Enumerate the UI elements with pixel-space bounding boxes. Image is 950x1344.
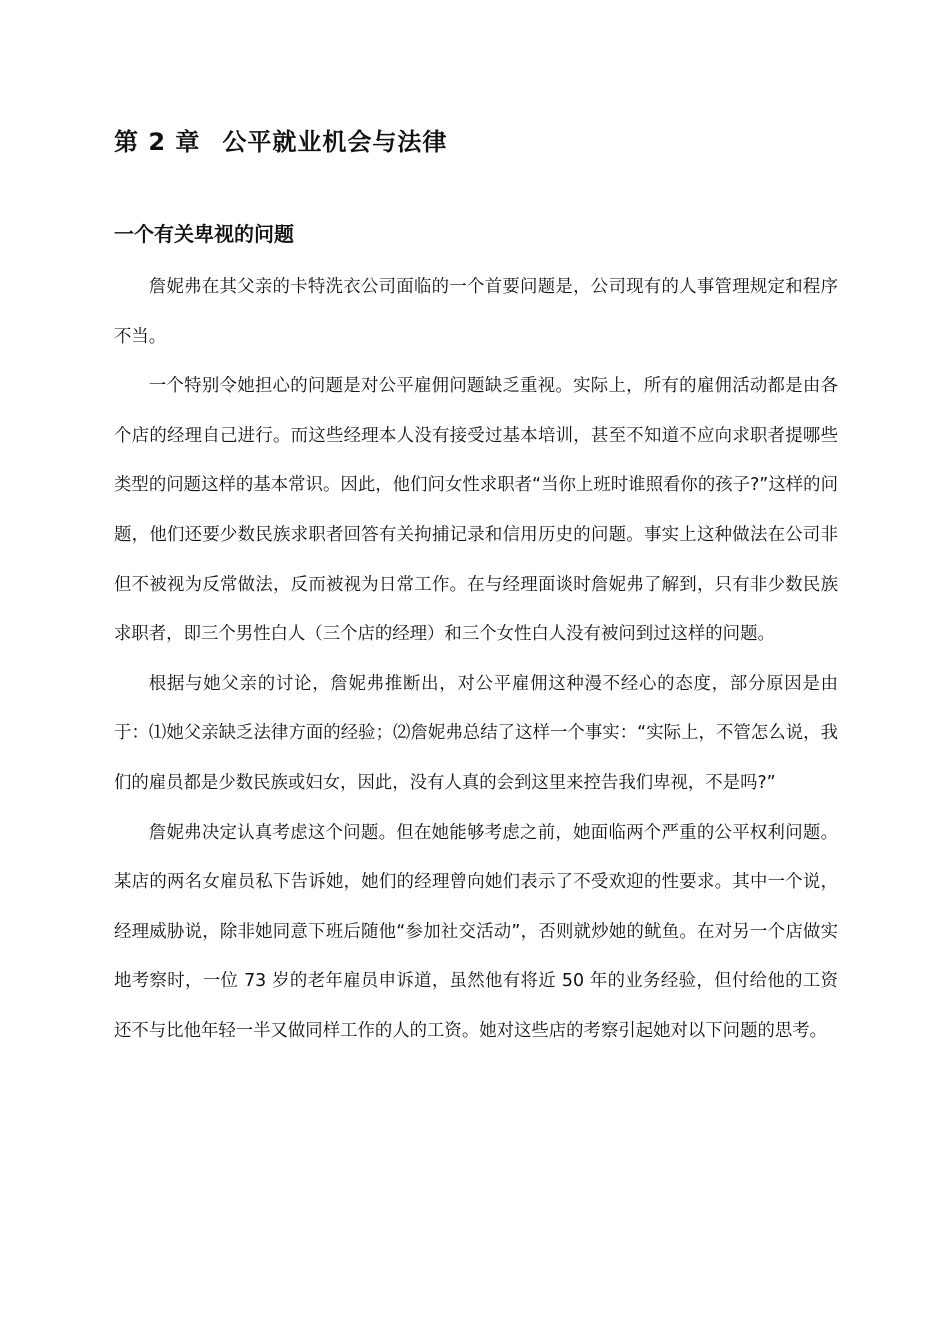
paragraph: 詹妮弗决定认真考虑这个问题。但在她能够考虑之前，她面临两个严重的公平权利问题。某店的两名女雇员私下告诉她，她们的经理曾向她们表示了不受欢迎的性要求。其中一个说，经理威胁说，除非她同意下班后随他“参加社交活动”，否则就炒她的鱿鱼。在对另一个店做实地考察时，一位 73 岁的老年雇员申诉道，虽然他有将近 50 年的业务经验，但付给他的工资还不与比他年轻一半又做同样工作的人的工资。她对这些店的考察引起她对以下问题的思考。 [114,822,838,1041]
chapter-title: 公平就业机会与法律 [222,128,448,156]
section-heading: 一个有关卑视的问题 [114,222,294,246]
paragraph: 一个特别令她担心的问题是对公平雇佣问题缺乏重视。实际上，所有的雇佣活动都是由各个店的经理自己进行。而这些经理本人没有接受过基本培训，甚至不知道不应向求职者提哪些类型的问题这样的基本常识。因此，他们问女性求职者“当你上班时谁照看你的孩子?”这样的问题，他们还要少数民族求职者回答有关拘捕记录和信用历史的问题。事实上这种做法在公司非但不被视为反常做法，反而被视为日常工作。在与经理面谈时詹妮弗了解到，只有非少数民族求职者，即三个男性白人（三个店的经理）和三个女性白人没有被问到过这样的问题。 [114,376,838,645]
body-text [114,263,838,1057]
chapter-heading [114,122,447,157]
paragraph: 根据与她父亲的讨论，詹妮弗推断出，对公平雇佣这种漫不经心的态度，部分原因是由于：⑴她父亲缺乏法律方面的经验；⑵詹妮弗总结了这样一个事实：“实际上，不管怎么说，我们的雇员都是少数民族或妇女，因此，没有人真的会到这里来控告我们卑视，不是吗?” [114,673,838,793]
chapter-number: 第 2 章 [114,128,201,156]
paragraph: 詹妮弗在其父亲的卡特洗衣公司面临的一个首要问题是，公司现有的人事管理规定和程序不当。 [114,277,838,347]
